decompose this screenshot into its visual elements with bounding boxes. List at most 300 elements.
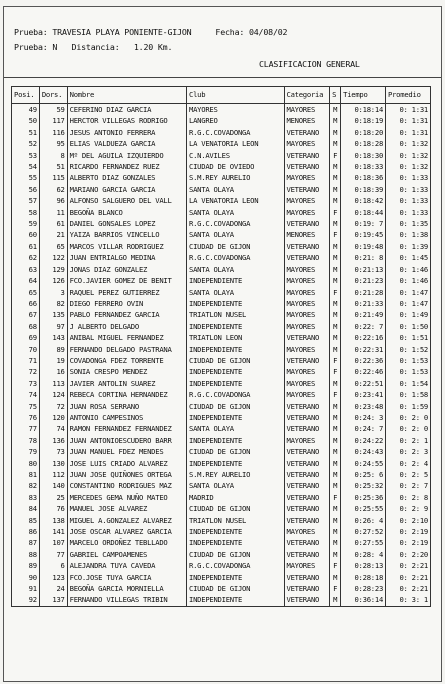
cell-average: 0: 1:38 bbox=[386, 229, 431, 240]
cell-category: MAYORES bbox=[284, 138, 330, 149]
cell-category: MAYORES bbox=[284, 321, 330, 332]
cell-category: MAYORES bbox=[284, 378, 330, 389]
cell-club: C.N.AVILES bbox=[187, 150, 284, 161]
cell-time: 0:18:30 bbox=[341, 150, 386, 161]
cell-time: 0:22:51 bbox=[341, 378, 386, 389]
cell-position: 57 bbox=[12, 195, 40, 206]
cell-bib: 65 bbox=[39, 241, 67, 252]
cell-name: JUAN JOSE QUIÑONES ORTEGA bbox=[67, 469, 186, 480]
cell-bib: 95 bbox=[39, 138, 67, 149]
cell-average: 0: 2: 0 bbox=[386, 423, 431, 434]
cell-position: 60 bbox=[12, 229, 40, 240]
cell-club: INDEPENDIENTE bbox=[187, 275, 284, 286]
cell-position: 63 bbox=[12, 264, 40, 275]
cell-bib: 82 bbox=[39, 298, 67, 309]
cell-time: 0:23:41 bbox=[341, 389, 386, 400]
cell-sex: M bbox=[330, 515, 341, 526]
cell-category: MAYORES bbox=[284, 172, 330, 183]
cell-position: 90 bbox=[12, 572, 40, 583]
cell-bib: 122 bbox=[39, 252, 67, 263]
cell-time: 0:25:32 bbox=[341, 480, 386, 491]
table-row bbox=[12, 332, 431, 343]
cell-sex: M bbox=[330, 344, 341, 355]
cell-club: LA VENATORIA LEON bbox=[187, 138, 284, 149]
cell-average: 0: 1:31 bbox=[386, 127, 431, 138]
cell-name: MARCOS VILLAR RODRIGUEZ bbox=[67, 241, 186, 252]
cell-average: 0: 1:33 bbox=[386, 184, 431, 195]
cell-category: VETERANO bbox=[284, 480, 330, 491]
cell-club: INDEPENDIENTE bbox=[187, 366, 284, 377]
cell-club: INDEPENDIENTE bbox=[187, 572, 284, 583]
cell-sex: M bbox=[330, 469, 341, 480]
cell-average: 0: 2: 1 bbox=[386, 435, 431, 446]
cell-club: TRIATLON NUSEL bbox=[187, 515, 284, 526]
cell-average: 0: 1:32 bbox=[386, 138, 431, 149]
cell-name: JESUS ANTONIO FERRERA bbox=[67, 127, 186, 138]
table-row bbox=[12, 549, 431, 560]
cell-position: 82 bbox=[12, 480, 40, 491]
cell-name: COVADONGA FDEZ TORRENTE bbox=[67, 355, 186, 366]
cell-name: MANUEL JOSE ALVAREZ bbox=[67, 503, 186, 514]
cell-time: 0:28: 4 bbox=[341, 549, 386, 560]
cell-club: S.M.REY AURELIO bbox=[187, 172, 284, 183]
table-row bbox=[12, 446, 431, 457]
cell-average: 0: 1:46 bbox=[386, 264, 431, 275]
cell-club: CIUDAD DE GIJON bbox=[187, 503, 284, 514]
cell-category: MAYORES bbox=[284, 526, 330, 537]
cell-time: 0:21:28 bbox=[341, 287, 386, 298]
cell-category: MAYORES bbox=[284, 275, 330, 286]
cell-name: FCO.JAVIER GOMEZ DE BENIT bbox=[67, 275, 186, 286]
cell-time: 0:18:20 bbox=[341, 127, 386, 138]
cell-category: VETERANO bbox=[284, 515, 330, 526]
cell-club: R.G.C.COVADONGA bbox=[187, 127, 284, 138]
cell-bib: 74 bbox=[39, 423, 67, 434]
cell-club: CIUDAD DE GIJON bbox=[187, 583, 284, 594]
cell-position: 69 bbox=[12, 332, 40, 343]
cell-sex: M bbox=[330, 412, 341, 423]
table-row bbox=[12, 150, 431, 161]
cell-sex: F bbox=[330, 355, 341, 366]
table-row bbox=[12, 412, 431, 423]
cell-name: MIGUEL A.GONZALEZ ALVAREZ bbox=[67, 515, 186, 526]
cell-sex: M bbox=[330, 264, 341, 275]
cell-average: 0: 1:52 bbox=[386, 344, 431, 355]
table-row bbox=[12, 275, 431, 286]
cell-average: 0: 1:46 bbox=[386, 275, 431, 286]
page-title: CLASIFICACION GENERAL bbox=[259, 59, 360, 69]
cell-club: INDEPENDIENTE bbox=[187, 537, 284, 548]
header-divider bbox=[4, 77, 441, 78]
cell-time: 0:28:18 bbox=[341, 572, 386, 583]
cell-position: 51 bbox=[12, 127, 40, 138]
cell-position: 72 bbox=[12, 366, 40, 377]
table-row bbox=[12, 321, 431, 332]
cell-category: VETERANO bbox=[284, 127, 330, 138]
cell-position: 56 bbox=[12, 184, 40, 195]
table-row bbox=[12, 115, 431, 126]
cell-bib: 137 bbox=[39, 594, 67, 606]
cell-time: 0:21:13 bbox=[341, 264, 386, 275]
cell-bib: 117 bbox=[39, 115, 67, 126]
cell-bib: 76 bbox=[39, 503, 67, 514]
cell-position: 89 bbox=[12, 560, 40, 571]
cell-average: 0: 1:59 bbox=[386, 401, 431, 412]
cell-name: BEGOÑA GARCIA MORNIELLA bbox=[67, 583, 186, 594]
cell-category: VETERANO bbox=[284, 469, 330, 480]
cell-average: 0: 2: 5 bbox=[386, 469, 431, 480]
cell-sex: F bbox=[330, 583, 341, 594]
cell-sex: M bbox=[330, 537, 341, 548]
cell-club: CIUDAD DE GIJON bbox=[187, 401, 284, 412]
cell-bib: 96 bbox=[39, 195, 67, 206]
cell-category: VETERANO bbox=[284, 150, 330, 161]
cell-time: 0:26: 4 bbox=[341, 515, 386, 526]
cell-position: 79 bbox=[12, 446, 40, 457]
cell-position: 84 bbox=[12, 503, 40, 514]
cell-average: 0: 1:53 bbox=[386, 366, 431, 377]
cell-club: CIUDAD DE OVIEDO bbox=[187, 161, 284, 172]
cell-club: INDEPENDIENTE bbox=[187, 526, 284, 537]
table-row bbox=[12, 355, 431, 366]
cell-club: SANTA OLAYA bbox=[187, 480, 284, 491]
cell-sex: M bbox=[330, 435, 341, 446]
cell-bib: 3 bbox=[39, 287, 67, 298]
table-row bbox=[12, 218, 431, 229]
cell-category: VETERANO bbox=[284, 572, 330, 583]
cell-average: 0: 2:20 bbox=[386, 549, 431, 560]
cell-position: 49 bbox=[12, 104, 40, 116]
cell-bib: 16 bbox=[39, 366, 67, 377]
cell-category: VETERANO bbox=[284, 218, 330, 229]
cell-bib: 140 bbox=[39, 480, 67, 491]
cell-time: 0:18:44 bbox=[341, 207, 386, 218]
cell-category: VETERANO bbox=[284, 583, 330, 594]
cell-sex: M bbox=[330, 275, 341, 286]
cell-sex: M bbox=[330, 423, 341, 434]
cell-time: 0:21:23 bbox=[341, 275, 386, 286]
column-header-time: Tiempo bbox=[341, 87, 386, 104]
cell-time: 0:24: 7 bbox=[341, 423, 386, 434]
table-row bbox=[12, 526, 431, 537]
cell-time: 0:22:16 bbox=[341, 332, 386, 343]
cell-position: 52 bbox=[12, 138, 40, 149]
table-row bbox=[12, 560, 431, 571]
table-row bbox=[12, 594, 431, 606]
cell-position: 88 bbox=[12, 549, 40, 560]
cell-club: R.G.C.COVADONGA bbox=[187, 560, 284, 571]
cell-bib: 130 bbox=[39, 458, 67, 469]
cell-club: SANTA OLAYA bbox=[187, 287, 284, 298]
cell-sex: F bbox=[330, 560, 341, 571]
cell-average: 0: 2:19 bbox=[386, 537, 431, 548]
cell-category: MAYORES bbox=[284, 287, 330, 298]
cell-name: Mº DEL AGUILA IZQUIERDO bbox=[67, 150, 186, 161]
cell-club: R.G.C.COVADONGA bbox=[187, 218, 284, 229]
table-row bbox=[12, 480, 431, 491]
column-header-category: Categoria bbox=[284, 87, 330, 104]
table-row bbox=[12, 172, 431, 183]
cell-sex: M bbox=[330, 138, 341, 149]
table-row bbox=[12, 229, 431, 240]
table-row bbox=[12, 207, 431, 218]
cell-category: MAYORES bbox=[284, 195, 330, 206]
cell-average: 0: 1:33 bbox=[386, 172, 431, 183]
cell-time: 0:21: 8 bbox=[341, 252, 386, 263]
cell-sex: F bbox=[330, 229, 341, 240]
cell-category: MAYORES bbox=[284, 104, 330, 116]
cell-sex: M bbox=[330, 321, 341, 332]
table-row bbox=[12, 309, 431, 320]
cell-position: 50 bbox=[12, 115, 40, 126]
cell-bib: 113 bbox=[39, 378, 67, 389]
table-row bbox=[12, 104, 431, 116]
cell-bib: 129 bbox=[39, 264, 67, 275]
cell-position: 73 bbox=[12, 378, 40, 389]
cell-position: 80 bbox=[12, 458, 40, 469]
cell-bib: 107 bbox=[39, 537, 67, 548]
table-row bbox=[12, 515, 431, 526]
cell-average: 0: 2:10 bbox=[386, 515, 431, 526]
cell-sex: M bbox=[330, 401, 341, 412]
race-info-line: Prueba: TRAVESIA PLAYA PONIENTE-GIJON Fecha: 04/08/02 bbox=[14, 27, 288, 37]
table-row bbox=[12, 138, 431, 149]
table-row bbox=[12, 537, 431, 548]
cell-category: VETERANO bbox=[284, 458, 330, 469]
table-row bbox=[12, 458, 431, 469]
cell-average: 0: 1:53 bbox=[386, 355, 431, 366]
cell-category: VETERANO bbox=[284, 537, 330, 548]
cell-position: 87 bbox=[12, 537, 40, 548]
cell-club: INDEPENDIENTE bbox=[187, 298, 284, 309]
table-row bbox=[12, 583, 431, 594]
cell-average: 0: 1:58 bbox=[386, 389, 431, 400]
cell-sex: M bbox=[330, 549, 341, 560]
cell-category: VETERANO bbox=[284, 594, 330, 606]
cell-name: RAMON FERNANDEZ FERNANDEZ bbox=[67, 423, 186, 434]
cell-category: VETERANO bbox=[284, 355, 330, 366]
cell-time: 0:23:48 bbox=[341, 401, 386, 412]
cell-time: 0:25:36 bbox=[341, 492, 386, 503]
cell-bib: 89 bbox=[39, 344, 67, 355]
cell-bib: 21 bbox=[39, 229, 67, 240]
cell-time: 0:24: 3 bbox=[341, 412, 386, 423]
cell-bib: 73 bbox=[39, 446, 67, 457]
cell-club: LA VENATORIA LEON bbox=[187, 195, 284, 206]
cell-club: SANTA OLAYA bbox=[187, 184, 284, 195]
cell-position: 64 bbox=[12, 275, 40, 286]
cell-sex: F bbox=[330, 366, 341, 377]
table-row bbox=[12, 195, 431, 206]
cell-bib: 11 bbox=[39, 207, 67, 218]
cell-sex: M bbox=[330, 526, 341, 537]
cell-sex: M bbox=[330, 446, 341, 457]
cell-club: TRIATLON NUSEL bbox=[187, 309, 284, 320]
table-row bbox=[12, 287, 431, 298]
cell-time: 0:19:45 bbox=[341, 229, 386, 240]
cell-time: 0:24:43 bbox=[341, 446, 386, 457]
table-row bbox=[12, 435, 431, 446]
cell-time: 0:19:48 bbox=[341, 241, 386, 252]
cell-position: 92 bbox=[12, 594, 40, 606]
cell-position: 85 bbox=[12, 515, 40, 526]
cell-name: ELIAS VALDUEZA GARCIA bbox=[67, 138, 186, 149]
cell-name: REBECA CORTINA HERNANDEZ bbox=[67, 389, 186, 400]
cell-sex: M bbox=[330, 332, 341, 343]
cell-bib: 120 bbox=[39, 412, 67, 423]
cell-bib: 8 bbox=[39, 150, 67, 161]
cell-time: 0:36:14 bbox=[341, 594, 386, 606]
cell-name: MERCEDES GEMA NUÑO MATEO bbox=[67, 492, 186, 503]
cell-category: MAYORES bbox=[284, 207, 330, 218]
table-row bbox=[12, 264, 431, 275]
cell-time: 0:27:55 bbox=[341, 537, 386, 548]
cell-category: VETERANO bbox=[284, 412, 330, 423]
cell-average: 0: 2: 9 bbox=[386, 503, 431, 514]
cell-position: 76 bbox=[12, 412, 40, 423]
cell-bib: 19 bbox=[39, 355, 67, 366]
cell-name: JUAN MANUEL FDEZ MENDES bbox=[67, 446, 186, 457]
cell-club: R.G.C.COVADONGA bbox=[187, 389, 284, 400]
cell-club: S.M.REY AURELIO bbox=[187, 469, 284, 480]
cell-sex: M bbox=[330, 161, 341, 172]
cell-sex: M bbox=[330, 503, 341, 514]
cell-category: MAYORES bbox=[284, 344, 330, 355]
cell-average: 0: 1:32 bbox=[386, 161, 431, 172]
cell-category: VETERANO bbox=[284, 503, 330, 514]
cell-time: 0:28:23 bbox=[341, 583, 386, 594]
cell-name: RAQUEL PEREZ GUTIERREZ bbox=[67, 287, 186, 298]
cell-time: 0:27:52 bbox=[341, 526, 386, 537]
table-row bbox=[12, 378, 431, 389]
cell-name: FERNANDO DELGADO PASTRANA bbox=[67, 344, 186, 355]
cell-club: MADRID bbox=[187, 492, 284, 503]
cell-time: 0:18:39 bbox=[341, 184, 386, 195]
cell-name: ANIBAL MIGUEL FERNANDEZ bbox=[67, 332, 186, 343]
cell-average: 0: 1:45 bbox=[386, 252, 431, 263]
cell-bib: 6 bbox=[39, 560, 67, 571]
cell-average: 0: 1:39 bbox=[386, 241, 431, 252]
cell-category: MENORES bbox=[284, 115, 330, 126]
cell-bib: 124 bbox=[39, 389, 67, 400]
cell-bib: 25 bbox=[39, 492, 67, 503]
cell-name: ALEJANDRA TUYA CAVEDA bbox=[67, 560, 186, 571]
cell-time: 0:21:49 bbox=[341, 309, 386, 320]
cell-time: 0:28:13 bbox=[341, 560, 386, 571]
cell-position: 59 bbox=[12, 218, 40, 229]
cell-position: 81 bbox=[12, 469, 40, 480]
cell-sex: M bbox=[330, 241, 341, 252]
cell-category: VETERANO bbox=[284, 446, 330, 457]
cell-name: MARCELO ORDOÑEZ TEBLLADO bbox=[67, 537, 186, 548]
cell-average: 0: 2: 0 bbox=[386, 412, 431, 423]
cell-average: 0: 1:50 bbox=[386, 321, 431, 332]
table-row bbox=[12, 127, 431, 138]
cell-sex: F bbox=[330, 207, 341, 218]
cell-category: MAYORES bbox=[284, 389, 330, 400]
cell-time: 0:21:33 bbox=[341, 298, 386, 309]
cell-position: 68 bbox=[12, 321, 40, 332]
cell-sex: M bbox=[330, 298, 341, 309]
cell-name: ALBERTO DIAZ GONZALES bbox=[67, 172, 186, 183]
cell-position: 54 bbox=[12, 161, 40, 172]
cell-time: 0:18:42 bbox=[341, 195, 386, 206]
cell-position: 70 bbox=[12, 344, 40, 355]
cell-category: MAYORES bbox=[284, 309, 330, 320]
cell-time: 0:22:46 bbox=[341, 366, 386, 377]
cell-position: 91 bbox=[12, 583, 40, 594]
cell-name: HERCTOR VILLEGAS RODRIGO bbox=[67, 115, 186, 126]
cell-club: TRIATLON LEON bbox=[187, 332, 284, 343]
cell-average: 0: 2: 8 bbox=[386, 492, 431, 503]
cell-sex: M bbox=[330, 252, 341, 263]
cell-sex: M bbox=[330, 480, 341, 491]
cell-club: SANTA OLAYA bbox=[187, 264, 284, 275]
cell-category: MAYORES bbox=[284, 298, 330, 309]
cell-time: 0:18:28 bbox=[341, 138, 386, 149]
cell-name: DIEGO FERRERO OVIN bbox=[67, 298, 186, 309]
cell-position: 86 bbox=[12, 526, 40, 537]
cell-bib: 97 bbox=[39, 321, 67, 332]
cell-name: JUAN ANTONIOESCUDERO BARR bbox=[67, 435, 186, 446]
cell-time: 0:18:14 bbox=[341, 104, 386, 116]
cell-name: BEGOÑA BLANCO bbox=[67, 207, 186, 218]
table-row bbox=[12, 298, 431, 309]
cell-category: VETERANO bbox=[284, 241, 330, 252]
cell-average: 0: 1:49 bbox=[386, 309, 431, 320]
table-header-row bbox=[12, 87, 431, 104]
table-row bbox=[12, 401, 431, 412]
cell-position: 78 bbox=[12, 435, 40, 446]
cell-average: 0: 1:47 bbox=[386, 298, 431, 309]
cell-name: ANTONIO CAMPESINOS bbox=[67, 412, 186, 423]
table-row bbox=[12, 572, 431, 583]
cell-category: MENORES bbox=[284, 229, 330, 240]
cell-name: JUAN ROSA SERRANO bbox=[67, 401, 186, 412]
cell-bib: 126 bbox=[39, 275, 67, 286]
cell-average: 0: 2:21 bbox=[386, 583, 431, 594]
cell-name: JONAS DIAZ GONZALEZ bbox=[67, 264, 186, 275]
cell-bib: 116 bbox=[39, 127, 67, 138]
cell-time: 0:19: 7 bbox=[341, 218, 386, 229]
cell-sex: F bbox=[330, 150, 341, 161]
cell-average: 0: 2: 4 bbox=[386, 458, 431, 469]
cell-bib: 59 bbox=[39, 104, 67, 116]
cell-sex: M bbox=[330, 127, 341, 138]
cell-name: J ALBERTO DELGADO bbox=[67, 321, 186, 332]
cell-average: 0: 2:19 bbox=[386, 526, 431, 537]
cell-club: INDEPENDIENTE bbox=[187, 378, 284, 389]
cell-average: 0: 1:54 bbox=[386, 378, 431, 389]
cell-category: VETERANO bbox=[284, 492, 330, 503]
cell-average: 0: 3: 1 bbox=[386, 594, 431, 606]
cell-club: SANTA OLAYA bbox=[187, 229, 284, 240]
cell-position: 74 bbox=[12, 389, 40, 400]
cell-sex: F bbox=[330, 287, 341, 298]
cell-average: 0: 1:32 bbox=[386, 150, 431, 161]
cell-average: 0: 1:47 bbox=[386, 287, 431, 298]
cell-sex: M bbox=[330, 115, 341, 126]
cell-name: GABRIEL CAMPOAMENES bbox=[67, 549, 186, 560]
table-row bbox=[12, 161, 431, 172]
cell-bib: 135 bbox=[39, 309, 67, 320]
cell-club: INDEPENDIENTE bbox=[187, 435, 284, 446]
cell-category: VETERANO bbox=[284, 161, 330, 172]
cell-position: 65 bbox=[12, 287, 40, 298]
cell-bib: 143 bbox=[39, 332, 67, 343]
cell-club: CIUDAD DE GIJON bbox=[187, 355, 284, 366]
cell-category: MAYORES bbox=[284, 366, 330, 377]
